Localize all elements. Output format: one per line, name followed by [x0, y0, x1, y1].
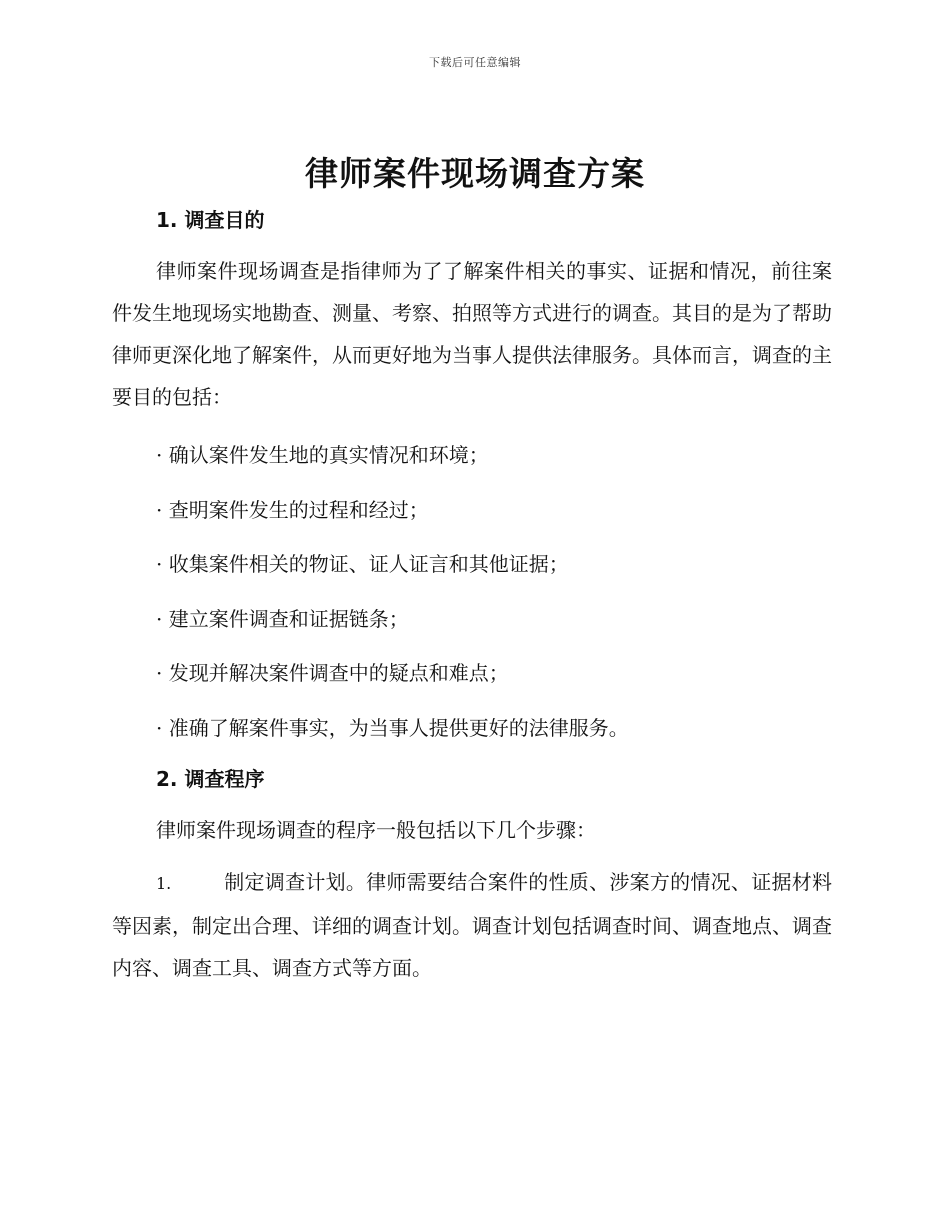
step-number: 1. — [156, 874, 172, 893]
purpose-bullet-list — [112, 428, 832, 755]
list-item: · 确认案件发生地的真实情况和环境； — [156, 443, 489, 467]
list-item: · 发现并解决案件调查中的疑点和难点； — [156, 661, 509, 685]
step-text: 制定调查计划。律师需要结合案件的性质、涉案方的情况、证据材料等因素，制定出合理、详细的调查计划。调查计划包括调查时间、调查地点、调查内容、调查工具、调查方式等方面。 — [112, 870, 832, 980]
document-body — [112, 200, 832, 989]
procedure-step — [112, 861, 832, 989]
list-item: · 收集案件相关的物证、证人证言和其他证据； — [156, 552, 569, 576]
list-item: · 建立案件调查和证据链条； — [156, 606, 409, 631]
procedure-intro: 律师案件现场调查的程序一般包括以下几个步骤： — [156, 818, 596, 842]
section-heading-purpose: 1. 调查目的 — [156, 208, 265, 232]
header-note: 下载后可任意编辑 — [429, 56, 521, 69]
document-title: 律师案件现场调查方案 — [305, 154, 645, 193]
purpose-paragraph: 律师案件现场调查是指律师为了了解案件相关的事实、证据和情况，前往案件发生地现场实地勘查、测量、考察、拍照等方式进行的调查。其目的是为了帮助律师更深化地了解案件，从而更好地为当事人提供法律服务。具体而言，调查的主要目的包括： — [112, 259, 832, 409]
list-item: · 准确了解案件事实，为当事人提供更好的法律服务。 — [156, 715, 629, 740]
list-item: · 查明案件发生的过程和经过； — [156, 497, 429, 522]
section-heading-procedure: 2. 调查程序 — [156, 767, 265, 791]
